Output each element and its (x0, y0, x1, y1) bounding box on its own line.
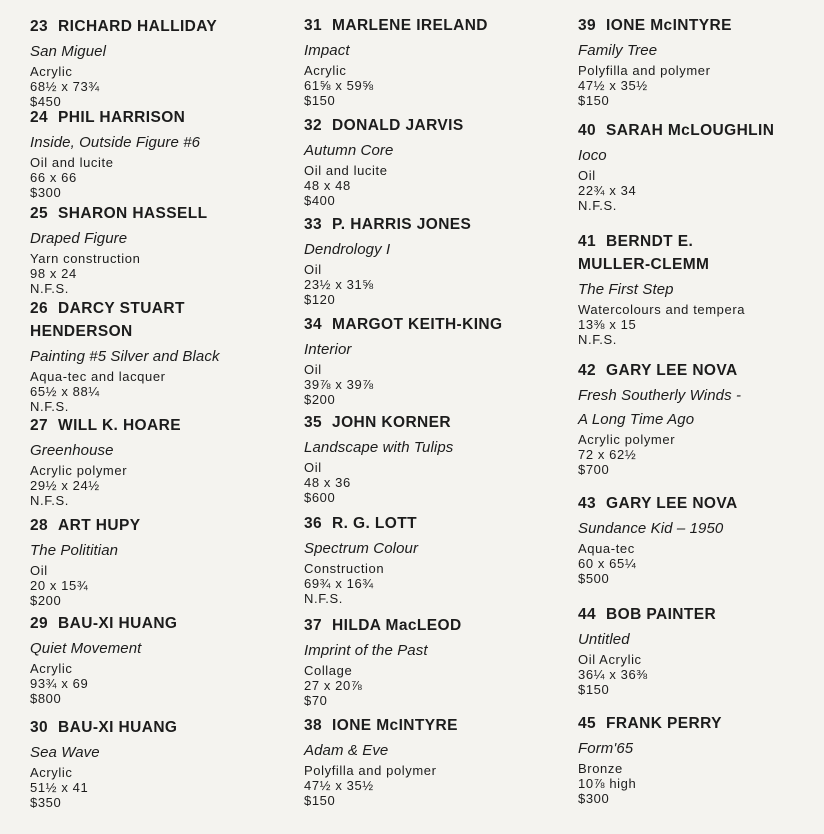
artwork-size: 23½ x 31⅝ (304, 277, 374, 292)
artwork-price: $150 (304, 93, 336, 108)
entry-heading (578, 359, 824, 382)
artist-name: IONE McINTYRE (332, 717, 458, 734)
catalogue-entry (304, 14, 554, 108)
artwork-size: 93¾ x 69 (30, 676, 89, 691)
artwork-title: Imprint of the Past (304, 642, 428, 659)
catalogue-entry (578, 230, 824, 347)
artwork-medium: Watercolours and tempera (578, 302, 746, 317)
artwork-medium: Aqua-tec and lacquer (30, 369, 166, 384)
artist-name: BERNDT E. (606, 233, 694, 250)
catalogue-entry (578, 712, 824, 806)
entry-heading (578, 712, 824, 735)
entry-heading (30, 202, 280, 225)
entry-heading (30, 106, 280, 129)
artwork-medium: Oil (304, 362, 322, 377)
artwork-title: Spectrum Colour (304, 540, 419, 557)
entry-number: 25 (30, 205, 49, 222)
catalogue-entry (304, 512, 554, 606)
artwork-size: 61⅝ x 59⅝ (304, 78, 374, 93)
artwork-size: 36¼ x 36⅜ (578, 667, 648, 682)
artwork-price: N.F.S. (578, 332, 617, 347)
artwork-medium: Yarn construction (30, 251, 141, 266)
artwork-medium: Oil and lucite (304, 163, 388, 178)
artwork-title: Impact (304, 42, 350, 59)
artwork-size: 27 x 20⅞ (304, 678, 363, 693)
entry-heading (30, 514, 280, 537)
catalogue-entry (30, 15, 280, 109)
artist-name: FRANK PERRY (606, 715, 722, 732)
entry-heading (304, 714, 554, 737)
catalogue-entry (578, 492, 824, 586)
artwork-price: $120 (304, 292, 336, 307)
artwork-medium: Acrylic polymer (30, 463, 128, 478)
artwork-price: $200 (304, 392, 336, 407)
artwork-size: 10⅞ high (578, 776, 637, 791)
artwork-medium: Oil (30, 563, 48, 578)
artwork-title: Adam & Eve (304, 742, 389, 759)
entry-heading (304, 512, 554, 535)
artwork-size: 29½ x 24½ (30, 478, 100, 493)
artwork-size: 47½ x 35½ (304, 778, 374, 793)
entry-heading (304, 114, 554, 137)
artwork-title: Dendrology I (304, 241, 391, 258)
artwork-title: The Polititian (30, 542, 119, 559)
artwork-size: 66 x 66 (30, 170, 77, 185)
artwork-medium: Oil and lucite (30, 155, 114, 170)
artist-name-continued: MULLER-CLEMM (578, 256, 710, 273)
catalogue-entry (30, 297, 280, 414)
artwork-medium: Acrylic polymer (578, 432, 676, 447)
entry-heading (30, 716, 280, 739)
catalogue-entry (30, 106, 280, 200)
artist-name: MARLENE IRELAND (332, 17, 488, 34)
artwork-price: N.F.S. (30, 493, 69, 508)
artwork-medium: Oil Acrylic (578, 652, 642, 667)
entry-number: 32 (304, 117, 323, 134)
artwork-title: San Miguel (30, 43, 107, 60)
artwork-price: N.F.S. (304, 591, 343, 606)
entry-number: 24 (30, 109, 49, 126)
entry-number: 33 (304, 216, 323, 233)
catalogue-entry (578, 119, 824, 213)
artwork-size: 47½ x 35½ (578, 78, 648, 93)
catalogue-entry (30, 414, 280, 508)
artist-name: MARGOT KEITH-KING (332, 316, 503, 333)
artwork-medium: Aqua-tec (578, 541, 635, 556)
catalogue-entry (304, 114, 554, 208)
artist-name: JOHN KORNER (332, 414, 451, 431)
artwork-price: $200 (30, 593, 62, 608)
artwork-price: $800 (30, 691, 62, 706)
artwork-title: Landscape with Tulips (304, 439, 454, 456)
artist-name: DARCY STUART (58, 300, 185, 317)
artwork-size: 98 x 24 (30, 266, 77, 281)
artwork-price: $350 (30, 795, 62, 810)
entry-number: 29 (30, 615, 49, 632)
artwork-size: 48 x 36 (304, 475, 351, 490)
entry-heading (578, 14, 824, 37)
entry-number: 26 (30, 300, 49, 317)
artwork-size: 69¾ x 16¾ (304, 576, 374, 591)
artwork-price: $500 (578, 571, 610, 586)
artwork-medium: Acrylic (30, 64, 73, 79)
artwork-title-continued: A Long Time Ago (578, 411, 695, 428)
entry-number: 39 (578, 17, 597, 34)
artwork-size: 65½ x 88¼ (30, 384, 100, 399)
artist-name: RICHARD HALLIDAY (58, 18, 218, 35)
artwork-size: 39⅞ x 39⅞ (304, 377, 374, 392)
entry-heading (30, 414, 280, 437)
entry-heading (304, 14, 554, 37)
entry-number: 34 (304, 316, 323, 333)
artwork-price: $70 (304, 693, 328, 708)
entry-heading (578, 603, 824, 626)
catalogue-entry (578, 603, 824, 697)
artwork-title: Interior (304, 341, 352, 358)
artwork-medium: Bronze (578, 761, 623, 776)
entry-heading (578, 119, 824, 142)
artist-name: GARY LEE NOVA (606, 495, 738, 512)
artwork-price: N.F.S. (30, 281, 69, 296)
artist-name: ART HUPY (58, 517, 141, 534)
catalogue-entry (30, 716, 280, 810)
entry-heading (304, 213, 554, 236)
artwork-title: Form'65 (578, 740, 634, 757)
artwork-price: $150 (578, 682, 610, 697)
artwork-medium: Polyfilla and polymer (304, 763, 437, 778)
entry-number: 40 (578, 122, 597, 139)
entry-number: 38 (304, 717, 323, 734)
entry-number: 31 (304, 17, 323, 34)
artwork-price: $400 (304, 193, 336, 208)
artist-name: IONE McINTYRE (606, 17, 732, 34)
artist-name: GARY LEE NOVA (606, 362, 738, 379)
catalogue-entry (578, 14, 824, 108)
entry-number: 30 (30, 719, 49, 736)
artist-name: DONALD JARVIS (332, 117, 464, 134)
artwork-price: $600 (304, 490, 336, 505)
artist-name: BOB PAINTER (606, 606, 717, 623)
artist-name: BAU-XI HUANG (58, 615, 178, 632)
artist-name: HILDA MacLEOD (332, 617, 462, 634)
artwork-medium: Oil (578, 168, 596, 183)
artwork-price: $150 (578, 93, 610, 108)
entry-number: 41 (578, 233, 597, 250)
artwork-size: 20 x 15¾ (30, 578, 89, 593)
entry-number: 36 (304, 515, 323, 532)
artwork-medium: Oil (304, 262, 322, 277)
artist-name: SHARON HASSELL (58, 205, 208, 222)
entry-number: 27 (30, 417, 49, 434)
catalogue-entry (30, 612, 280, 706)
artwork-price: $450 (30, 94, 62, 109)
artwork-price: $300 (578, 791, 610, 806)
artist-name: WILL K. HOARE (58, 417, 181, 434)
artwork-title: Autumn Core (304, 142, 394, 159)
entry-heading (304, 411, 554, 434)
artwork-price: N.F.S. (578, 198, 617, 213)
artwork-size: 60 x 65¼ (578, 556, 637, 571)
artwork-size: 51½ x 41 (30, 780, 89, 795)
entry-heading (30, 612, 280, 635)
artwork-title: Family Tree (578, 42, 658, 59)
artwork-title: Greenhouse (30, 442, 114, 459)
artwork-title: Draped Figure (30, 230, 128, 247)
artwork-title: Sundance Kid – 1950 (578, 520, 724, 537)
artwork-size: 48 x 48 (304, 178, 351, 193)
entry-heading (30, 297, 280, 343)
artist-name-continued: HENDERSON (30, 323, 133, 340)
artwork-price: $300 (30, 185, 62, 200)
artwork-title: Inside, Outside Figure #6 (30, 134, 201, 151)
catalogue-entry (304, 714, 554, 808)
artist-name: P. HARRIS JONES (332, 216, 472, 233)
artwork-price: $700 (578, 462, 610, 477)
entry-number: 37 (304, 617, 323, 634)
entry-number: 44 (578, 606, 597, 623)
catalogue-entry (30, 514, 280, 608)
artwork-title: The First Step (578, 281, 674, 298)
artwork-medium: Acrylic (30, 765, 73, 780)
artwork-price: $150 (304, 793, 336, 808)
catalogue-entry (304, 614, 554, 708)
artwork-medium: Acrylic (30, 661, 73, 676)
catalogue-entry (304, 313, 554, 407)
entry-number: 42 (578, 362, 597, 379)
artwork-title: Quiet Movement (30, 640, 142, 657)
artwork-size: 22¾ x 34 (578, 183, 637, 198)
artist-name: SARAH McLOUGHLIN (606, 122, 775, 139)
artwork-title: Ioco (578, 147, 607, 164)
artist-name: R. G. LOTT (332, 515, 417, 532)
entry-number: 28 (30, 517, 49, 534)
artwork-medium: Construction (304, 561, 385, 576)
entry-heading (578, 492, 824, 515)
entry-number: 35 (304, 414, 323, 431)
artwork-size: 13⅜ x 15 (578, 317, 637, 332)
artwork-title: Painting #5 Silver and Black (30, 348, 220, 365)
artwork-medium: Acrylic (304, 63, 347, 78)
catalogue-entry (30, 202, 280, 296)
entry-number: 45 (578, 715, 597, 732)
artwork-medium: Collage (304, 663, 353, 678)
artist-name: PHIL HARRISON (58, 109, 186, 126)
catalogue-entry (304, 411, 554, 505)
entry-heading (304, 614, 554, 637)
artwork-size: 72 x 62½ (578, 447, 637, 462)
artwork-medium: Oil (304, 460, 322, 475)
artwork-title: Fresh Southerly Winds - (578, 387, 742, 404)
entry-heading (304, 313, 554, 336)
entry-heading (30, 15, 280, 38)
artwork-price: N.F.S. (30, 399, 69, 414)
artist-name: BAU-XI HUANG (58, 719, 178, 736)
entry-heading (578, 230, 824, 276)
entry-number: 23 (30, 18, 49, 35)
catalogue-entry (578, 359, 824, 477)
artwork-title: Untitled (578, 631, 630, 648)
artwork-size: 68½ x 73¾ (30, 79, 100, 94)
artwork-medium: Polyfilla and polymer (578, 63, 711, 78)
artwork-title: Sea Wave (30, 744, 100, 761)
entry-number: 43 (578, 495, 597, 512)
catalogue-entry (304, 213, 554, 307)
